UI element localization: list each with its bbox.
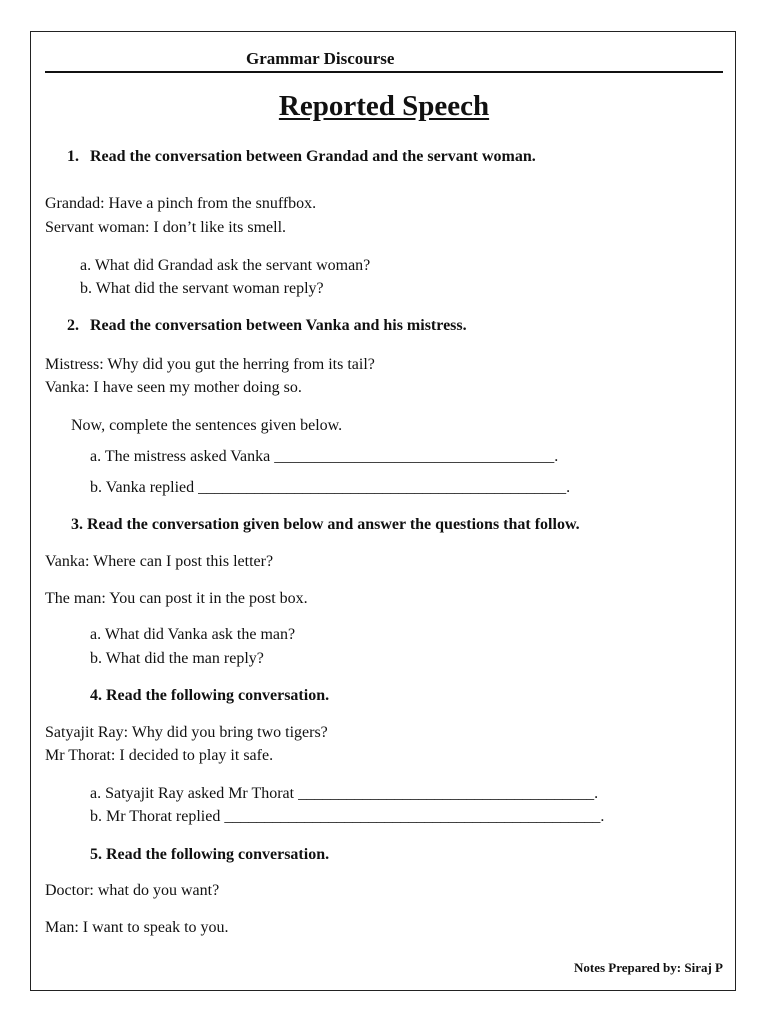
q5-dialogue-line-1: Doctor: what do you want?	[45, 882, 220, 899]
q2-instruction: Now, complete the sentences given below.	[71, 417, 343, 434]
q1-number: 1.	[67, 148, 79, 165]
q4-heading: 4. Read the following conversation.	[90, 687, 330, 704]
q3-heading: 3. Read the conversation given below and answer the questions that follow.	[71, 516, 580, 533]
q2-dialogue-line-1: Mistress: Why did you gut the herring from its tail?	[45, 356, 375, 373]
q2-number: 2.	[67, 317, 79, 334]
q4-blank-a: a. Satyajit Ray asked Mr Thorat _____________________________________.	[90, 785, 599, 802]
q2-blank-a: a. The mistress asked Vanka ___________________________________.	[90, 448, 559, 465]
q4-dialogue-line-1: Satyajit Ray: Why did you bring two tigers?	[45, 724, 328, 741]
q1-dialogue-line-2: Servant woman: I don’t like its smell.	[45, 219, 287, 236]
q2-dialogue-line-2: Vanka: I have seen my mother doing so.	[45, 379, 302, 396]
q5-dialogue-line-2: Man: I want to speak to you.	[45, 919, 229, 936]
q1-dialogue-line-1: Grandad: Have a pinch from the snuffbox.	[45, 195, 317, 212]
q3-dialogue-line-1: Vanka: Where can I post this letter?	[45, 553, 274, 570]
page-title: Reported Speech	[278, 90, 490, 122]
q4-blank-b: b. Mr Thorat replied _______________________________________________.	[90, 808, 605, 825]
q1-question-a: a. What did Grandad ask the servant woman?	[80, 257, 371, 274]
q2-heading: Read the conversation between Vanka and his mistress.	[90, 317, 467, 334]
q3-question-b: b. What did the man reply?	[90, 650, 264, 667]
q2-blank-b: b. Vanka replied ______________________________________________.	[90, 479, 571, 496]
q3-question-a: a. What did Vanka ask the man?	[90, 626, 296, 643]
q1-question-b: b. What did the servant woman reply?	[80, 280, 324, 297]
header-title: Grammar Discourse	[246, 49, 395, 68]
q3-dialogue-line-2: The man: You can post it in the post box.	[45, 590, 308, 607]
header-rule	[45, 71, 723, 73]
footer-credit: Notes Prepared by: Siraj P	[574, 960, 723, 975]
q1-heading: Read the conversation between Grandad and the servant woman.	[90, 148, 536, 165]
q5-heading: 5. Read the following conversation.	[90, 846, 330, 863]
q4-dialogue-line-2: Mr Thorat: I decided to play it safe.	[45, 747, 274, 764]
